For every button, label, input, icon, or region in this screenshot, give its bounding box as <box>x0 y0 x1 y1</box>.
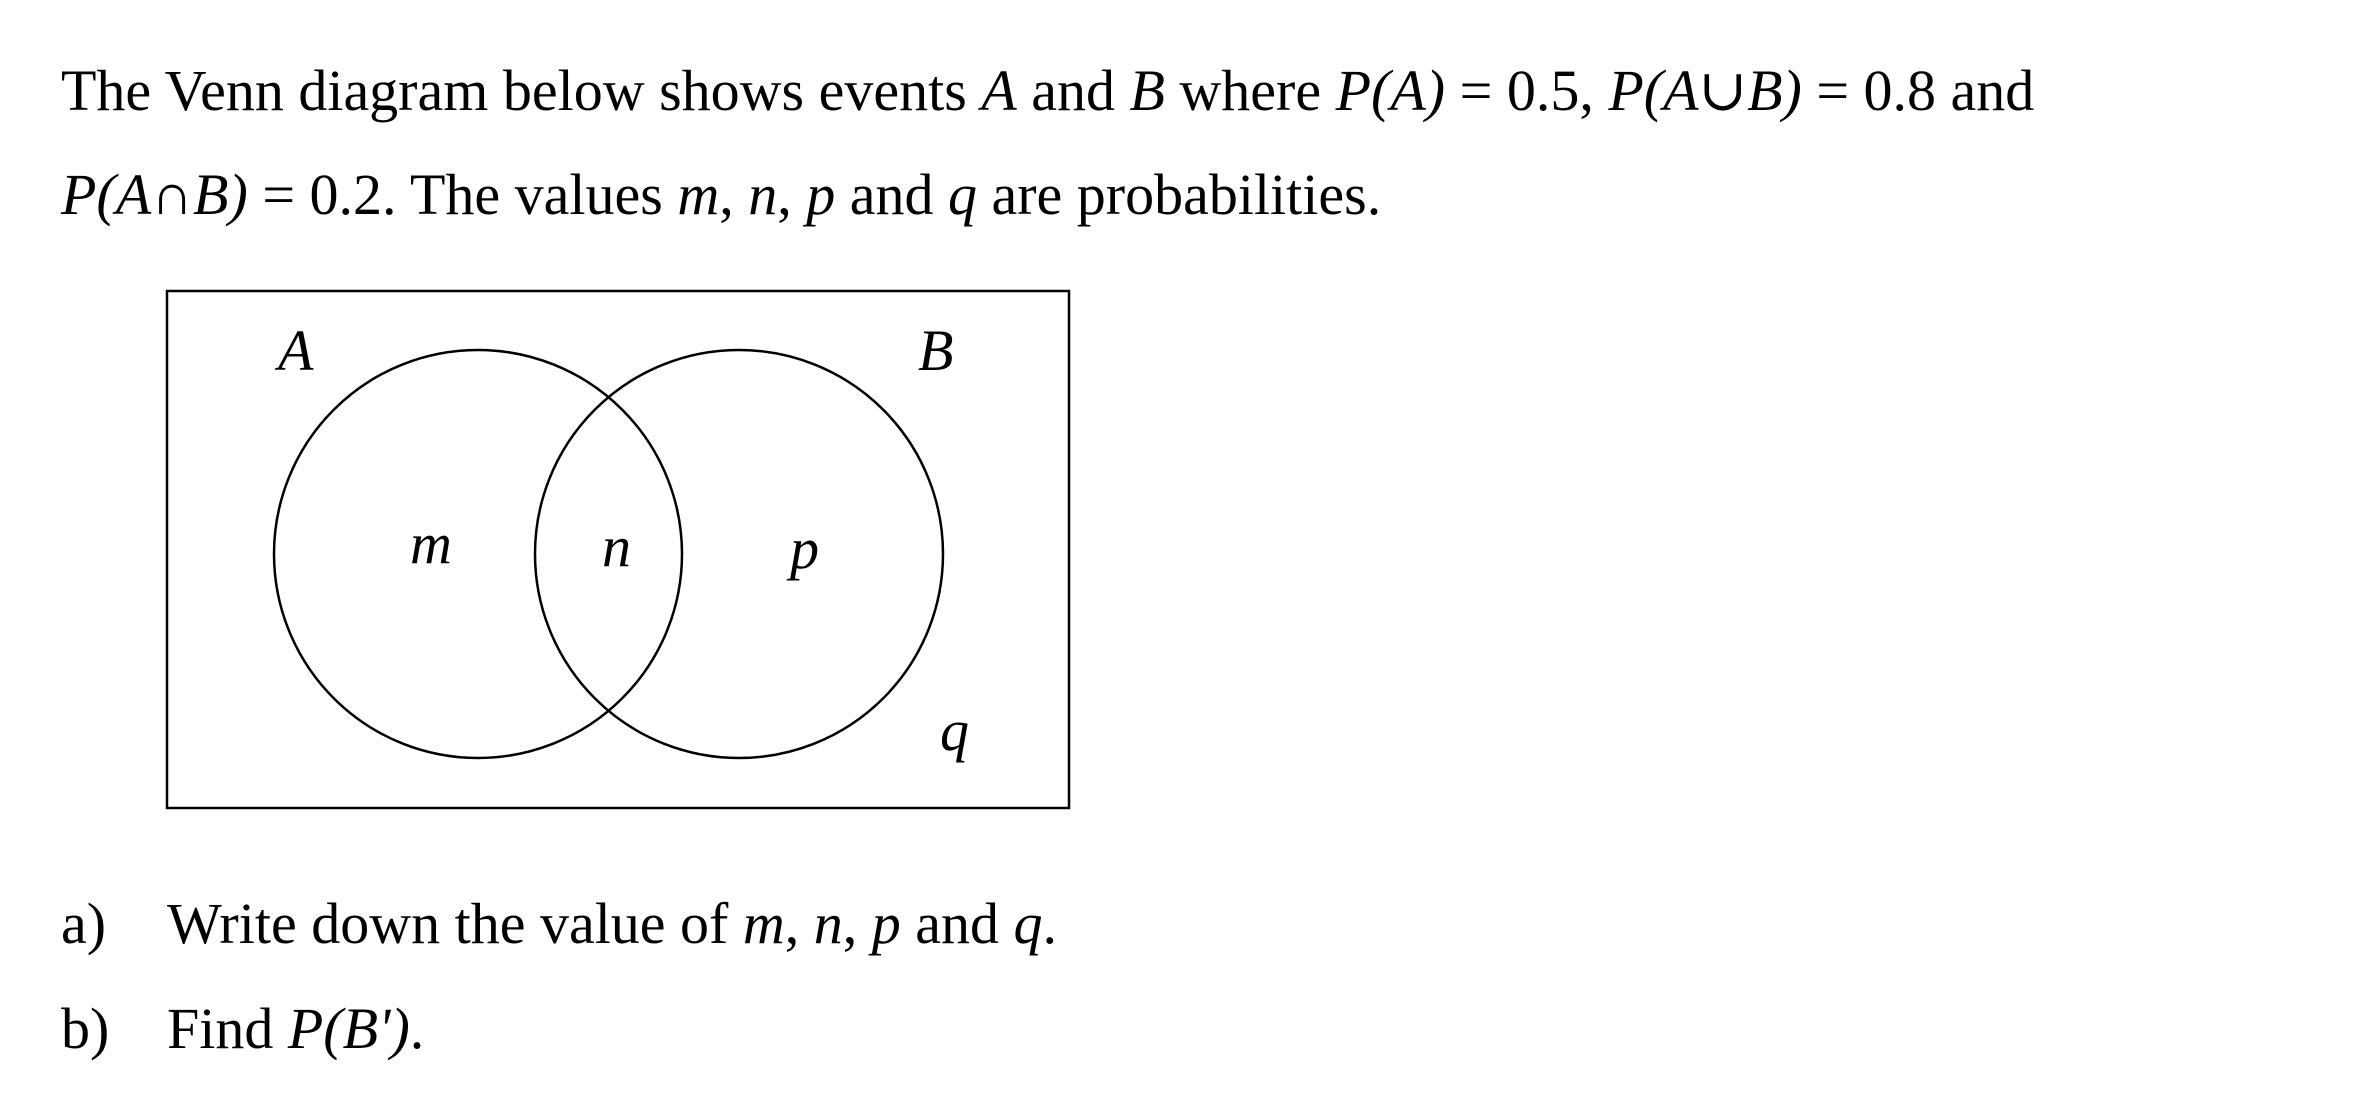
text: are probabilities. <box>976 162 1382 227</box>
text: . <box>1042 891 1058 956</box>
text: The Venn diagram below shows events <box>61 58 982 123</box>
question-b <box>61 996 425 1061</box>
text: , <box>842 891 872 956</box>
text: = 0.8 and <box>1801 58 2035 123</box>
math-n: n <box>748 162 778 227</box>
math-panb: P(A∩B) <box>61 162 248 227</box>
text: and <box>1016 58 1130 123</box>
math-pb-complement: P(B') <box>287 996 410 1061</box>
text: and <box>835 162 948 227</box>
text: and <box>900 891 1014 956</box>
region-n-label: n <box>602 514 631 579</box>
math-p: p <box>806 162 836 227</box>
region-m-label: m <box>410 511 452 576</box>
set-b-label: B <box>918 318 954 383</box>
math-p: p <box>871 891 901 956</box>
math-pa: P(A) <box>1335 58 1446 123</box>
text: . <box>409 996 425 1061</box>
region-p-label: p <box>790 516 819 581</box>
math-b: B <box>1129 58 1165 123</box>
set-a-label: A <box>278 318 314 383</box>
question-label: a) <box>61 891 107 956</box>
math-a: A <box>981 58 1017 123</box>
math-q: q <box>947 162 977 227</box>
math-paub: P(A∪B) <box>1608 58 1802 123</box>
math-q: q <box>1013 891 1043 956</box>
text: , <box>777 162 807 227</box>
text: = 0.2. The values <box>247 162 678 227</box>
question-a <box>61 891 1058 956</box>
math-m: m <box>677 162 720 227</box>
text: , <box>719 162 749 227</box>
math-m: m <box>742 891 785 956</box>
text: Write down the value of <box>167 891 743 956</box>
circle-b <box>535 350 943 758</box>
text: = 0.5, <box>1445 58 1609 123</box>
question-label: b) <box>61 996 110 1061</box>
text: Find <box>167 996 288 1061</box>
math-n: n <box>813 891 843 956</box>
region-q-label: q <box>940 698 969 763</box>
text: where <box>1164 58 1336 123</box>
text: , <box>784 891 814 956</box>
